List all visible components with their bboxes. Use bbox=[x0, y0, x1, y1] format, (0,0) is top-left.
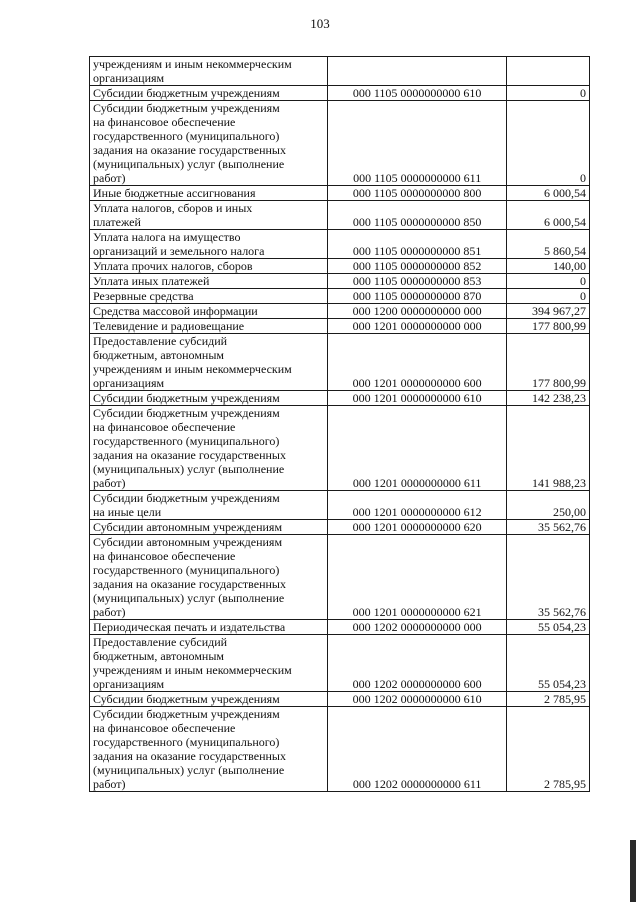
row-amount-cell: 35 562,76 bbox=[506, 520, 589, 535]
row-name-line: на финансовое обеспечение bbox=[93, 721, 236, 735]
row-name-line: учреждениям и иным некоммерческим bbox=[93, 663, 292, 677]
table-row bbox=[90, 259, 590, 274]
row-name-line: на финансовое обеспечение bbox=[93, 115, 236, 129]
row-name-line: на финансовое обеспечение bbox=[93, 549, 236, 563]
row-amount-cell: 35 562,76 bbox=[506, 535, 589, 620]
row-code-cell: 000 1105 0000000000 611 bbox=[328, 101, 506, 186]
row-name-line: работ) bbox=[93, 171, 126, 185]
row-name-line: Субсидии бюджетным учреждениям bbox=[93, 491, 280, 505]
row-code-cell: 000 1201 0000000000 600 bbox=[328, 334, 506, 391]
table-row bbox=[90, 201, 590, 230]
row-name-cell bbox=[90, 491, 328, 520]
row-name-cell bbox=[90, 635, 328, 692]
table-row bbox=[90, 101, 590, 186]
row-name-cell bbox=[90, 334, 328, 391]
row-name-line: бюджетным, автономным bbox=[93, 649, 224, 663]
row-name-cell bbox=[90, 230, 328, 259]
row-amount-cell: 2 785,95 bbox=[506, 707, 589, 792]
row-amount-cell: 6 000,54 bbox=[506, 186, 589, 201]
row-name-cell bbox=[90, 86, 328, 101]
row-name-line: организациям bbox=[93, 376, 165, 390]
table-row bbox=[90, 274, 590, 289]
row-name-line: Телевидение и радиовещание bbox=[93, 319, 245, 333]
row-name-cell bbox=[90, 319, 328, 334]
row-name-cell bbox=[90, 692, 328, 707]
row-name-line: задания на оказание государственных bbox=[93, 448, 286, 462]
row-amount-cell: 177 800,99 bbox=[506, 319, 589, 334]
row-amount-cell: 250,00 bbox=[506, 491, 589, 520]
table-row bbox=[90, 289, 590, 304]
row-code-cell: 000 1202 0000000000 000 bbox=[328, 620, 506, 635]
row-name-line: Уплата налогов, сборов и иных bbox=[93, 201, 253, 215]
row-name-cell bbox=[90, 57, 328, 86]
row-name-line: Субсидии бюджетным учреждениям bbox=[93, 406, 280, 420]
row-name-line: Предоставление субсидий bbox=[93, 334, 228, 348]
row-name-cell bbox=[90, 535, 328, 620]
row-name-line: Предоставление субсидий bbox=[93, 635, 228, 649]
page-number: 103 bbox=[310, 16, 330, 31]
table-row bbox=[90, 635, 590, 692]
row-name-cell bbox=[90, 391, 328, 406]
row-name-cell bbox=[90, 289, 328, 304]
table-row bbox=[90, 186, 590, 201]
row-name-line: государственного (муниципального) bbox=[93, 735, 280, 749]
row-name-line: Субсидии автономным учреждениям bbox=[93, 520, 283, 534]
row-name-line: Субсидии бюджетным учреждениям bbox=[93, 101, 280, 115]
row-name-cell bbox=[90, 620, 328, 635]
row-amount-cell: 0 bbox=[506, 86, 589, 101]
table-row bbox=[90, 535, 590, 620]
row-name-line: государственного (муниципального) bbox=[93, 129, 280, 143]
budget-table bbox=[89, 56, 590, 792]
budget-table-body bbox=[90, 57, 590, 792]
row-amount-cell: 0 bbox=[506, 274, 589, 289]
row-code-cell: 000 1202 0000000000 600 bbox=[328, 635, 506, 692]
row-name-line: (муниципальных) услуг (выполнение bbox=[93, 157, 285, 171]
row-name-line: Субсидии бюджетным учреждениям bbox=[93, 707, 280, 721]
table-row bbox=[90, 304, 590, 319]
row-name-line: Уплата налога на имущество bbox=[93, 230, 241, 244]
row-name-line: Уплата иных платежей bbox=[93, 274, 210, 288]
scan-edge-mark bbox=[630, 840, 636, 902]
row-code-cell: 000 1201 0000000000 620 bbox=[328, 520, 506, 535]
row-name-line: работ) bbox=[93, 476, 126, 490]
row-name-line: бюджетным, автономным bbox=[93, 348, 224, 362]
row-code-cell: 000 1201 0000000000 000 bbox=[328, 319, 506, 334]
table-row bbox=[90, 334, 590, 391]
row-name-line: (муниципальных) услуг (выполнение bbox=[93, 763, 285, 777]
table-row bbox=[90, 406, 590, 491]
row-name-cell bbox=[90, 274, 328, 289]
table-row bbox=[90, 230, 590, 259]
row-amount-cell: 394 967,27 bbox=[506, 304, 589, 319]
row-name-line: (муниципальных) услуг (выполнение bbox=[93, 591, 285, 605]
table-row bbox=[90, 707, 590, 792]
row-name-line: платежей bbox=[93, 215, 141, 229]
table-row bbox=[90, 391, 590, 406]
row-amount-cell bbox=[506, 57, 589, 86]
row-name-cell bbox=[90, 186, 328, 201]
row-name-cell bbox=[90, 406, 328, 491]
row-name-line: Субсидии автономным учреждениям bbox=[93, 535, 283, 549]
row-code-cell: 000 1202 0000000000 610 bbox=[328, 692, 506, 707]
row-amount-cell: 142 238,23 bbox=[506, 391, 589, 406]
row-amount-cell: 0 bbox=[506, 101, 589, 186]
row-name-line: на иные цели bbox=[93, 505, 162, 519]
row-name-line: работ) bbox=[93, 605, 126, 619]
row-code-cell: 000 1200 0000000000 000 bbox=[328, 304, 506, 319]
row-code-cell: 000 1105 0000000000 800 bbox=[328, 186, 506, 201]
row-name-line: на финансовое обеспечение bbox=[93, 420, 236, 434]
table-row bbox=[90, 692, 590, 707]
row-name-line: государственного (муниципального) bbox=[93, 563, 280, 577]
row-name-line: учреждениям и иным некоммерческим bbox=[93, 57, 292, 71]
row-name-line: учреждениям и иным некоммерческим bbox=[93, 362, 292, 376]
row-amount-cell: 55 054,23 bbox=[506, 635, 589, 692]
row-name-line: государственного (муниципального) bbox=[93, 434, 280, 448]
row-amount-cell: 55 054,23 bbox=[506, 620, 589, 635]
row-name-line: организациям bbox=[93, 71, 165, 85]
table-row bbox=[90, 57, 590, 86]
row-name-line: организаций и земельного налога bbox=[93, 244, 265, 258]
row-name-cell bbox=[90, 201, 328, 230]
row-name-cell bbox=[90, 101, 328, 186]
table-row bbox=[90, 491, 590, 520]
table-row bbox=[90, 319, 590, 334]
row-code-cell bbox=[328, 57, 506, 86]
row-amount-cell: 140,00 bbox=[506, 259, 589, 274]
row-name-cell bbox=[90, 520, 328, 535]
row-name-cell bbox=[90, 304, 328, 319]
row-amount-cell: 2 785,95 bbox=[506, 692, 589, 707]
row-name-line: Периодическая печать и издательства bbox=[93, 620, 286, 634]
row-amount-cell: 6 000,54 bbox=[506, 201, 589, 230]
row-code-cell: 000 1105 0000000000 852 bbox=[328, 259, 506, 274]
row-name-line: Субсидии бюджетным учреждениям bbox=[93, 86, 280, 100]
row-code-cell: 000 1105 0000000000 851 bbox=[328, 230, 506, 259]
row-code-cell: 000 1105 0000000000 850 bbox=[328, 201, 506, 230]
row-name-line: задания на оказание государственных bbox=[93, 577, 286, 591]
row-code-cell: 000 1105 0000000000 870 bbox=[328, 289, 506, 304]
row-code-cell: 000 1201 0000000000 621 bbox=[328, 535, 506, 620]
row-amount-cell: 5 860,54 bbox=[506, 230, 589, 259]
row-amount-cell: 177 800,99 bbox=[506, 334, 589, 391]
table-row bbox=[90, 86, 590, 101]
row-code-cell: 000 1201 0000000000 610 bbox=[328, 391, 506, 406]
row-name-line: Иные бюджетные ассигнования bbox=[93, 186, 256, 200]
row-code-cell: 000 1201 0000000000 611 bbox=[328, 406, 506, 491]
row-amount-cell: 0 bbox=[506, 289, 589, 304]
row-name-line: организациям bbox=[93, 677, 165, 691]
row-name-line: работ) bbox=[93, 777, 126, 791]
row-name-line: Уплата прочих налогов, сборов bbox=[93, 259, 253, 273]
row-name-line: (муниципальных) услуг (выполнение bbox=[93, 462, 285, 476]
row-name-line: Субсидии бюджетным учреждениям bbox=[93, 391, 280, 405]
row-code-cell: 000 1201 0000000000 612 bbox=[328, 491, 506, 520]
table-row bbox=[90, 620, 590, 635]
row-name-cell bbox=[90, 259, 328, 274]
row-name-line: Средства массовой информации bbox=[93, 304, 258, 318]
row-amount-cell: 141 988,23 bbox=[506, 406, 589, 491]
row-name-line: задания на оказание государственных bbox=[93, 749, 286, 763]
row-name-line: Резервные средства bbox=[93, 289, 194, 303]
row-name-line: задания на оказание государственных bbox=[93, 143, 286, 157]
row-name-cell bbox=[90, 707, 328, 792]
row-code-cell: 000 1105 0000000000 610 bbox=[328, 86, 506, 101]
table-row bbox=[90, 520, 590, 535]
row-name-line: Субсидии бюджетным учреждениям bbox=[93, 692, 280, 706]
row-code-cell: 000 1105 0000000000 853 bbox=[328, 274, 506, 289]
row-code-cell: 000 1202 0000000000 611 bbox=[328, 707, 506, 792]
